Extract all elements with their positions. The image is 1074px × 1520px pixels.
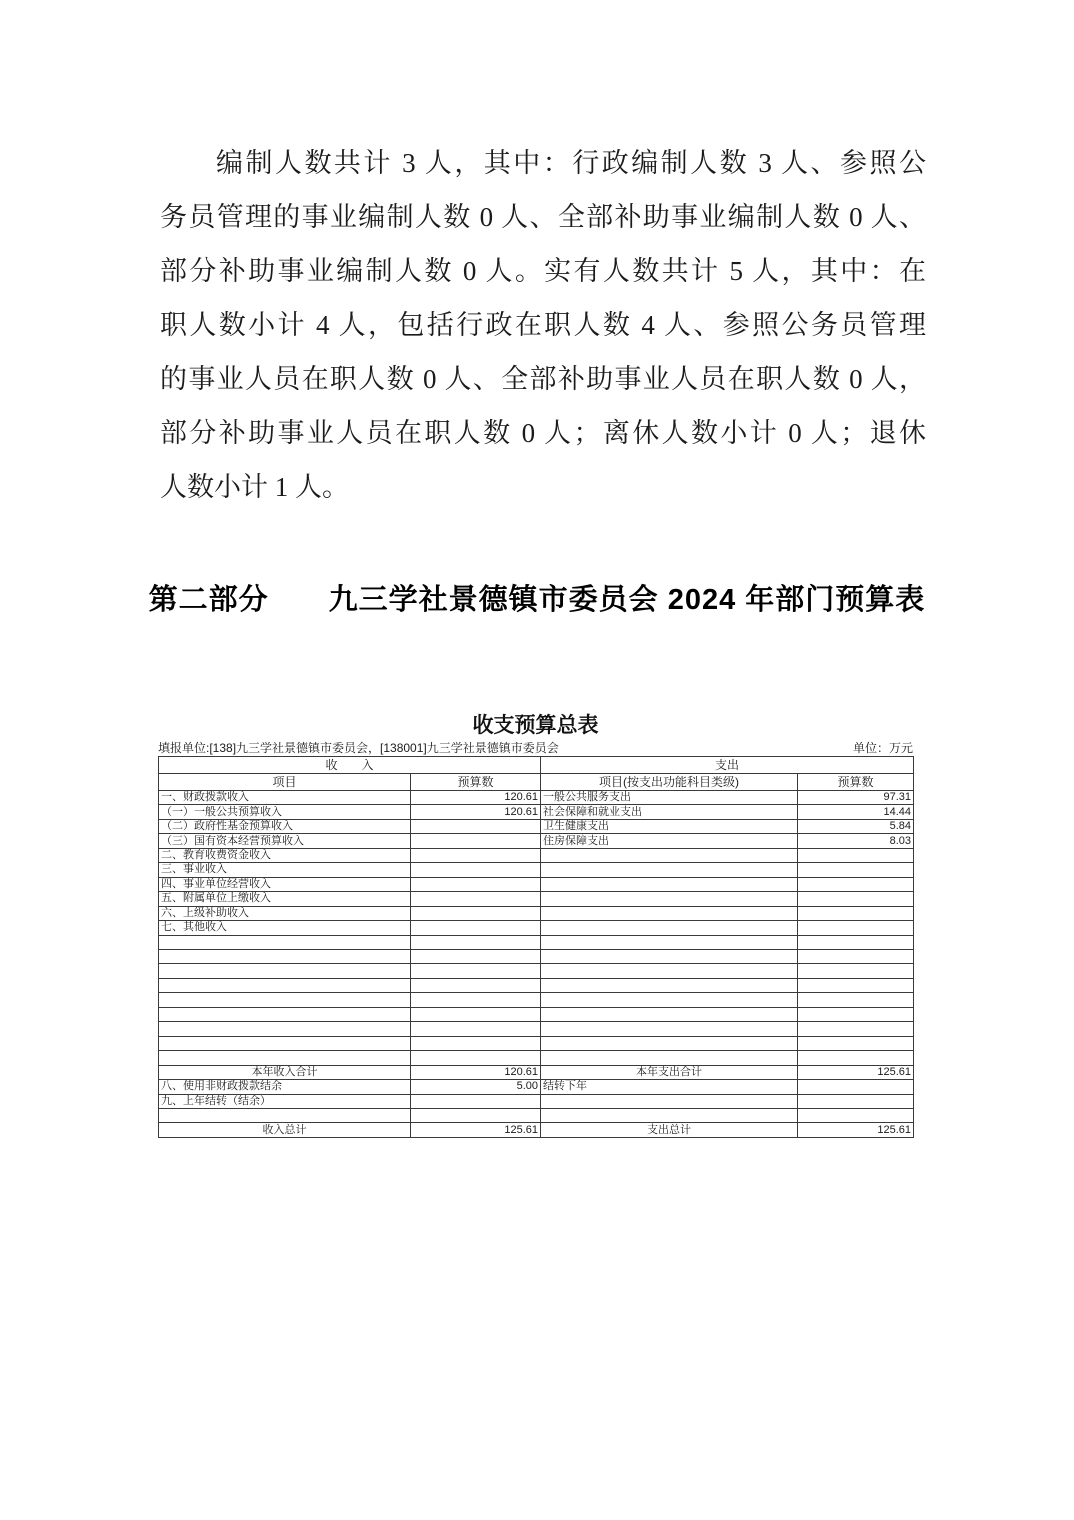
table-row — [159, 1094, 914, 1108]
expense-value-cell — [798, 848, 914, 862]
table-row — [159, 978, 914, 992]
expense-value-cell: 14.44 — [798, 805, 914, 819]
expense-value-cell — [798, 892, 914, 906]
income-value-cell — [411, 906, 541, 920]
budget-table-body — [159, 791, 914, 1138]
income-value-cell — [411, 949, 541, 963]
income-value-cell — [411, 964, 541, 978]
table-row — [159, 906, 914, 920]
expense-item-cell — [541, 964, 798, 978]
income-item-cell — [159, 1108, 411, 1122]
table-row — [159, 848, 914, 862]
table-row — [159, 1036, 914, 1050]
table-row — [159, 921, 914, 935]
income-budget-header: 预算数 — [411, 774, 541, 791]
income-value-cell — [411, 819, 541, 833]
income-item-header: 项目 — [159, 774, 411, 791]
paragraph-line: 部分补助事业人员在职人数 0 人；离休人数小计 0 人；退休 — [160, 418, 926, 448]
expense-item-cell — [541, 921, 798, 935]
budget-summary-table — [158, 756, 914, 1138]
table-row — [159, 1123, 914, 1138]
income-item-cell: 收入总计 — [159, 1123, 411, 1138]
income-item-cell: 三、事业收入 — [159, 863, 411, 877]
income-item-cell — [159, 1051, 411, 1065]
income-item-cell: 六、上级补助收入 — [159, 906, 411, 920]
expense-item-cell — [541, 1108, 798, 1122]
expense-item-cell: 一般公共服务支出 — [541, 791, 798, 805]
expense-value-cell: 97.31 — [798, 791, 914, 805]
expense-value-cell — [798, 993, 914, 1007]
income-value-cell — [411, 1036, 541, 1050]
income-item-cell: 九、上年结转（结余） — [159, 1094, 411, 1108]
income-value-cell — [411, 863, 541, 877]
expense-value-cell — [798, 1080, 914, 1094]
table-row — [159, 863, 914, 877]
expense-value-cell — [798, 863, 914, 877]
table-title: 收支预算总表 — [472, 714, 599, 737]
income-value-cell — [411, 1108, 541, 1122]
expense-item-cell — [541, 1022, 798, 1036]
income-value-cell — [411, 935, 541, 949]
expense-item-cell — [541, 1051, 798, 1065]
section-heading: 第二部分 九三学社景德镇市委员会 2024 年部门预算表 — [148, 584, 926, 616]
expense-item-cell — [541, 949, 798, 963]
income-value-cell: 120.61 — [411, 805, 541, 819]
income-value-cell — [411, 993, 541, 1007]
income-item-cell: 五、附属单位上缴收入 — [159, 892, 411, 906]
expense-budget-header: 预算数 — [798, 774, 914, 791]
income-value-cell: 120.61 — [411, 791, 541, 805]
expense-value-cell — [798, 1022, 914, 1036]
expense-item-cell — [541, 1007, 798, 1021]
expense-section-header: 支出 — [541, 757, 914, 774]
expense-value-cell: 125.61 — [798, 1123, 914, 1138]
income-value-cell — [411, 834, 541, 848]
income-value-cell — [411, 877, 541, 891]
expense-item-cell: 住房保障支出 — [541, 834, 798, 848]
income-value-cell — [411, 978, 541, 992]
table-row — [159, 1051, 914, 1065]
paragraph-line: 人数小计 1 人。 — [160, 472, 349, 502]
table-row — [159, 877, 914, 891]
table-row — [159, 1007, 914, 1021]
expense-item-cell — [541, 848, 798, 862]
expense-value-cell — [798, 877, 914, 891]
unit-note: 单位：万元 — [852, 741, 913, 755]
expense-value-cell: 125.61 — [798, 1065, 914, 1079]
table-row — [159, 1108, 914, 1122]
expense-item-cell — [541, 978, 798, 992]
income-value-cell: 5.00 — [411, 1080, 541, 1094]
paragraph-line: 编制人数共计 3 人，其中：行政编制人数 3 人、参照公 — [216, 148, 926, 178]
income-item-cell: 本年收入合计 — [159, 1065, 411, 1079]
table-row — [159, 1065, 914, 1079]
income-item-cell: 八、使用非财政拨款结余 — [159, 1080, 411, 1094]
expense-item-cell — [541, 877, 798, 891]
column-header-row — [159, 774, 914, 791]
income-item-cell: （一）一般公共预算收入 — [159, 805, 411, 819]
expense-item-cell: 社会保障和就业支出 — [541, 805, 798, 819]
income-value-cell — [411, 1051, 541, 1065]
income-item-cell: 四、事业单位经营收入 — [159, 877, 411, 891]
table-row — [159, 935, 914, 949]
expense-item-cell: 支出总计 — [541, 1123, 798, 1138]
income-item-cell — [159, 949, 411, 963]
expense-item-cell — [541, 935, 798, 949]
income-item-cell — [159, 993, 411, 1007]
income-item-cell — [159, 935, 411, 949]
income-value-cell — [411, 1007, 541, 1021]
income-value-cell: 125.61 — [411, 1123, 541, 1138]
expense-value-cell — [798, 964, 914, 978]
income-value-cell: 120.61 — [411, 1065, 541, 1079]
paragraph-line: 的事业人员在职人数 0 人、全部补助事业人员在职人数 0 人， — [160, 364, 926, 394]
income-value-cell — [411, 1022, 541, 1036]
section-header-row — [159, 757, 914, 774]
table-row — [159, 892, 914, 906]
table-row — [159, 805, 914, 819]
expense-value-cell — [798, 1108, 914, 1122]
expense-item-cell — [541, 863, 798, 877]
income-value-cell — [411, 892, 541, 906]
expense-value-cell — [798, 1094, 914, 1108]
expense-value-cell — [798, 906, 914, 920]
expense-item-cell: 本年支出合计 — [541, 1065, 798, 1079]
income-section-header: 收 入 — [159, 757, 541, 774]
personnel-paragraph — [160, 136, 926, 514]
expense-item-cell: 结转下年 — [541, 1080, 798, 1094]
income-item-cell: 一、财政拨款收入 — [159, 791, 411, 805]
expense-value-cell — [798, 1007, 914, 1021]
paragraph-line: 职人数小计 4 人，包括行政在职人数 4 人、参照公务员管理 — [160, 310, 926, 340]
table-row — [159, 949, 914, 963]
expense-item-cell — [541, 892, 798, 906]
expense-value-cell: 8.03 — [798, 834, 914, 848]
expense-item-header: 项目(按支出功能科目类级) — [541, 774, 798, 791]
expense-value-cell — [798, 1051, 914, 1065]
table-row — [159, 993, 914, 1007]
income-item-cell — [159, 978, 411, 992]
income-item-cell: 二、教育收费资金收入 — [159, 848, 411, 862]
expense-value-cell — [798, 1036, 914, 1050]
expense-item-cell — [541, 906, 798, 920]
income-value-cell — [411, 1094, 541, 1108]
expense-value-cell — [798, 921, 914, 935]
paragraph-line: 部分补助事业编制人数 0 人。实有人数共计 5 人，其中：在 — [160, 256, 926, 286]
income-item-cell: （三）国有资本经营预算收入 — [159, 834, 411, 848]
expense-item-cell — [541, 1094, 798, 1108]
expense-value-cell: 5.84 — [798, 819, 914, 833]
income-item-cell: 七、其他收入 — [159, 921, 411, 935]
expense-item-cell: 卫生健康支出 — [541, 819, 798, 833]
table-row — [159, 791, 914, 805]
expense-item-cell — [541, 993, 798, 1007]
table-meta-row — [158, 739, 913, 756]
paragraph-line: 务员管理的事业编制人数 0 人、全部补助事业编制人数 0 人、 — [160, 202, 926, 232]
expense-value-cell — [798, 978, 914, 992]
reporting-unit: 填报单位:[138]九三学社景德镇市委员会，[138001]九三学社景德镇市委员会 — [158, 741, 559, 755]
table-row — [159, 819, 914, 833]
expense-item-cell — [541, 1036, 798, 1050]
income-item-cell — [159, 1036, 411, 1050]
income-value-cell — [411, 848, 541, 862]
table-row — [159, 834, 914, 848]
table-row — [159, 1080, 914, 1094]
income-item-cell — [159, 1022, 411, 1036]
expense-value-cell — [798, 935, 914, 949]
income-item-cell — [159, 1007, 411, 1021]
expense-value-cell — [798, 949, 914, 963]
income-item-cell: （二）政府性基金预算收入 — [159, 819, 411, 833]
table-row — [159, 1022, 914, 1036]
income-value-cell — [411, 921, 541, 935]
income-item-cell — [159, 964, 411, 978]
table-row — [159, 964, 914, 978]
